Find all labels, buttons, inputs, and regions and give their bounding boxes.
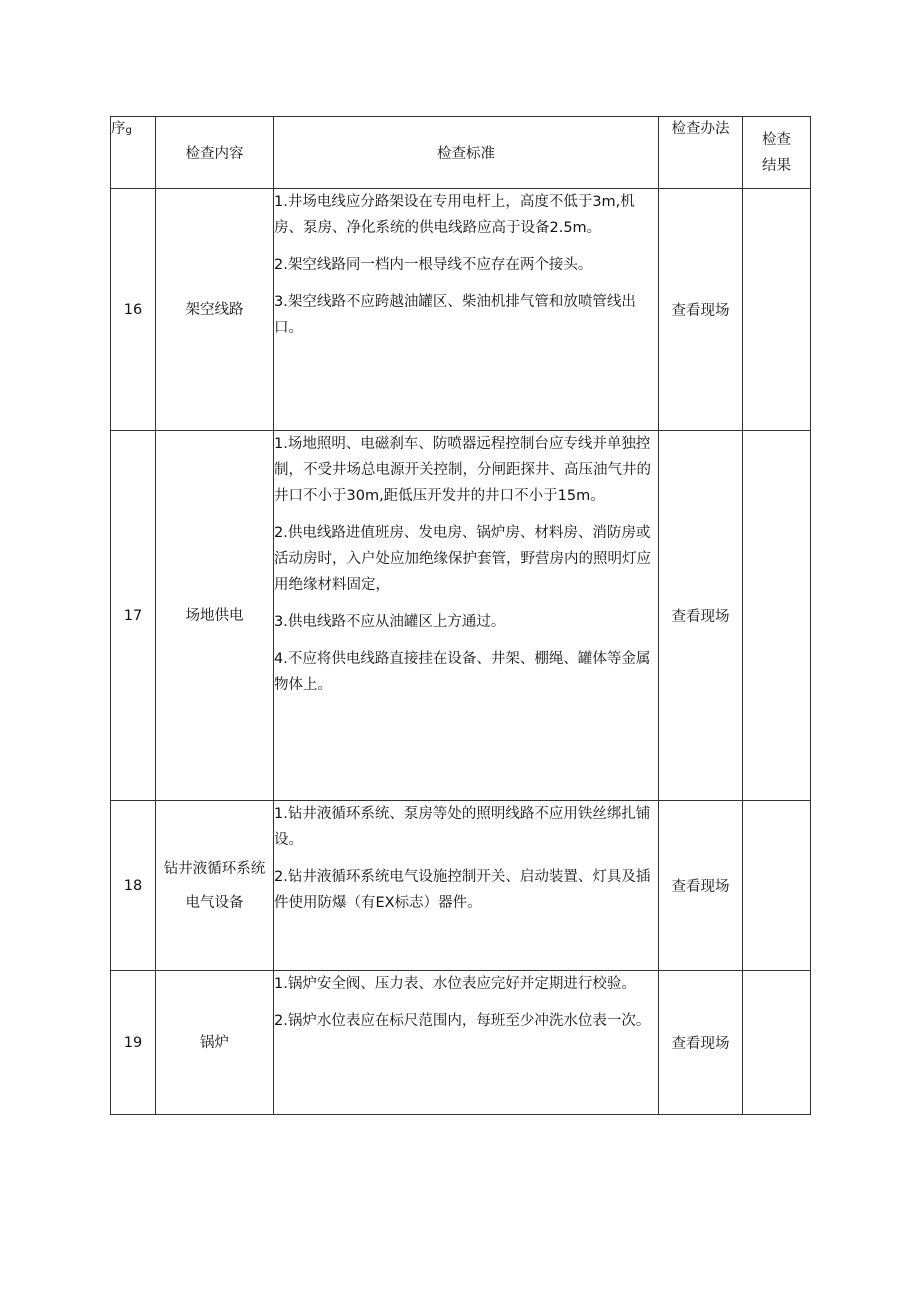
standard-clause: 1.锅炉安全阀、压力表、水位表应完好并定期进行校验。 [274,976,636,992]
header-result-line2: 结果 [762,157,791,174]
standard-clause: 2.锅炉水位表应在标尺范围内，每班至少冲洗水位表一次。 [274,1013,651,1029]
header-result [743,117,811,189]
standard-clause: 3.架空线路不应跨越油罐区、柴油机排气管和放喷管线出口。 [274,294,636,336]
row-standards [274,801,659,971]
header-no [111,117,156,189]
row-standards [274,189,659,431]
table-row [111,971,811,1115]
row-no: 19 [111,971,156,1115]
header-no-main: 序 [111,121,126,137]
row-item-line: 场地供电 [185,607,244,624]
row-no: 18 [111,801,156,971]
row-no: 17 [111,431,156,801]
row-method: 查看现场 [659,801,743,971]
row-item [156,189,274,431]
standard-clause: 1.井场电线应分路架设在专用电杆上，高度不低于3m,机房、泵房、净化系统的供电线路应高于设备2.5m。 [274,194,635,236]
row-result[interactable] [743,189,811,431]
table-row [111,801,811,971]
row-method: 查看现场 [659,431,743,801]
standard-clause: 2.架空线路同一档内一根导线不应存在两个接头。 [274,257,593,273]
standard-clause: 1.钻井液循环系统、泵房等处的照明线路不应用铁丝绑扎铺设。 [274,806,651,848]
row-result[interactable] [743,801,811,971]
row-item-line: 锅炉 [200,1034,229,1051]
row-method: 查看现场 [659,189,743,431]
row-item [156,801,274,971]
header-no-sub: g [125,125,132,136]
standard-clause: 2.供电线路进值班房、发电房、锅炉房、材料房、消防房或活动房时，入户处应加绝缘保护套管，野营房内的照明灯应用绝缘材料固定， [274,525,651,593]
row-item-line: 电气设备 [185,894,244,911]
standard-clause: 3.供电线路不应从油罐区上方通过。 [274,614,506,630]
standard-clause: 1.场地照明、电磁刹车、防喷器远程控制台应专线并单独控制，不受井场总电源开关控制，分闸距探井、高压油气井的井口不小于30m,距低压开发井的井口不小于15m。 [274,436,651,504]
header-item: 检查内容 [156,117,274,189]
row-standards [274,971,659,1115]
header-row [111,117,811,189]
row-method: 查看现场 [659,971,743,1115]
header-method: 检查办法 [659,117,743,189]
row-standards [274,431,659,801]
table-row [111,431,811,801]
row-no: 16 [111,189,156,431]
table-row [111,189,811,431]
standard-clause: 4.不应将供电线路直接挂在设备、井架、棚绳、罐体等金属物体上。 [274,651,651,693]
row-item [156,431,274,801]
row-item-line: 钻井液循环系统 [163,860,266,877]
row-item [156,971,274,1115]
row-item-line: 架空线路 [185,301,244,318]
inspection-table [110,116,811,1115]
standard-clause: 2.钻井液循环系统电气设施控制开关、启动装置、灯具及插件使用防爆（有EX标志）器件。 [274,869,651,911]
header-result-line1: 检查 [762,131,791,148]
header-standard: 检查标准 [274,117,659,189]
row-result[interactable] [743,431,811,801]
row-result[interactable] [743,971,811,1115]
